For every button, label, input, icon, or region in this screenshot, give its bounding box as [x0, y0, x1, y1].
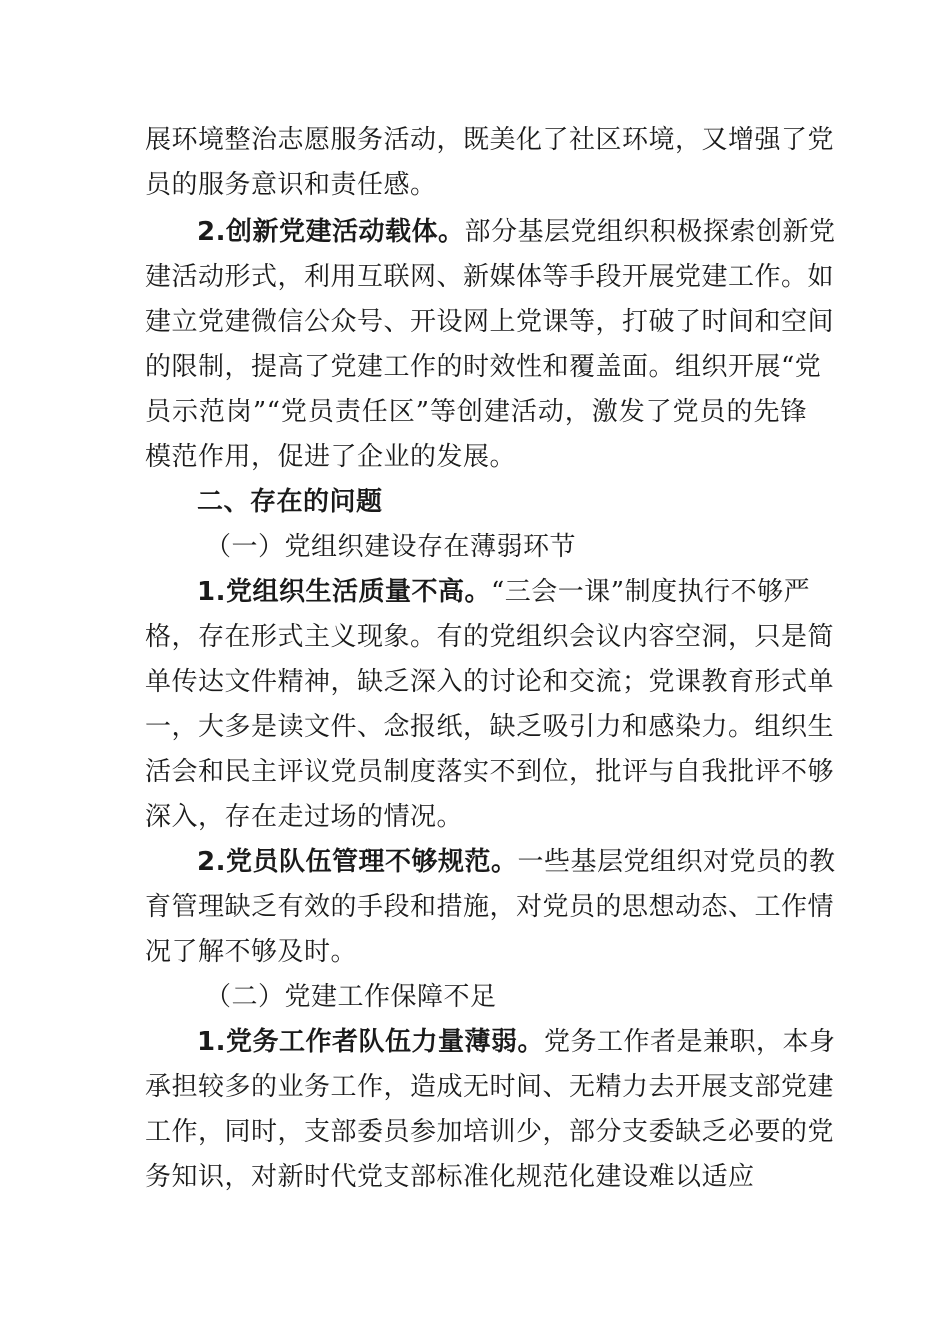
paragraph-lead: 党务工作者队伍力量薄弱。 — [225, 1027, 544, 1057]
subsection-heading: （二）党建工作保障不足 — [205, 982, 497, 1012]
paragraph-line: 况了解不够及时。 — [145, 937, 358, 967]
item-number: 1. — [197, 1027, 226, 1057]
item-number: 2. — [197, 847, 226, 877]
item-number: 2. — [197, 217, 226, 247]
paragraph-line — [197, 842, 836, 882]
paragraph-line: 深入，存在走过场的情况。 — [145, 802, 464, 832]
paragraph-line: 模范作用，促进了企业的发展。 — [145, 442, 517, 472]
paragraph-line: 一，大多是读文件、念报纸，缺乏吸引力和感染力。组织生 — [145, 712, 835, 742]
paragraph-line: 格，存在形式主义现象。有的党组织会议内容空洞，只是简 — [145, 622, 835, 652]
paragraph-line: 务知识，对新时代党支部标准化规范化建设难以适应 — [145, 1162, 755, 1192]
paragraph-line: 活会和民主评议党员制度落实不到位，批评与自我批评不够 — [145, 757, 835, 787]
section-heading: 二、存在的问题 — [197, 487, 383, 517]
paragraph-line: 建活动形式，利用互联网、新媒体等手段开展党建工作。如 — [145, 262, 835, 292]
paragraph-line: 工作，同时，支部委员参加培训少，部分支委缺乏必要的党 — [145, 1117, 835, 1147]
paragraph-text: “三会一课”制度执行不够严 — [490, 577, 811, 607]
paragraph-line: 员的服务意识和责任感。 — [145, 170, 437, 200]
paragraph-line: 员示范岗”“党员责任区”等创建活动，激发了党员的先锋 — [145, 397, 807, 427]
paragraph-text: 部分基层党组织积极探索创新党 — [464, 217, 836, 247]
paragraph-line: 展环境整治志愿服务活动，既美化了社区环境，又增强了党 — [145, 125, 835, 155]
paragraph-line: 单传达文件精神，缺乏深入的讨论和交流；党课教育形式单 — [145, 667, 835, 697]
item-number: 1. — [197, 577, 226, 607]
paragraph-line — [197, 212, 836, 252]
paragraph-line: 的限制，提高了党建工作的时效性和覆盖面。组织开展“党 — [145, 352, 822, 382]
subsection-heading: （一）党组织建设存在薄弱环节 — [205, 532, 577, 562]
paragraph-line — [197, 572, 811, 612]
paragraph-line — [197, 1022, 836, 1062]
paragraph-text: 党务工作者是兼职，本身 — [543, 1027, 836, 1057]
paragraph-line: 承担较多的业务工作，造成无时间、无精力去开展支部党建 — [145, 1072, 835, 1102]
paragraph-line: 建立党建微信公众号、开设网上党课等，打破了时间和空间 — [145, 307, 835, 337]
paragraph-lead: 党员队伍管理不够规范。 — [225, 847, 518, 877]
paragraph-lead: 创新党建活动载体。 — [225, 217, 465, 247]
paragraph-text: 一些基层党组织对党员的教 — [517, 847, 836, 877]
paragraph-line: 育管理缺乏有效的手段和措施，对党员的思想动态、工作情 — [145, 892, 835, 922]
paragraph-lead: 党组织生活质量不高。 — [225, 577, 491, 607]
